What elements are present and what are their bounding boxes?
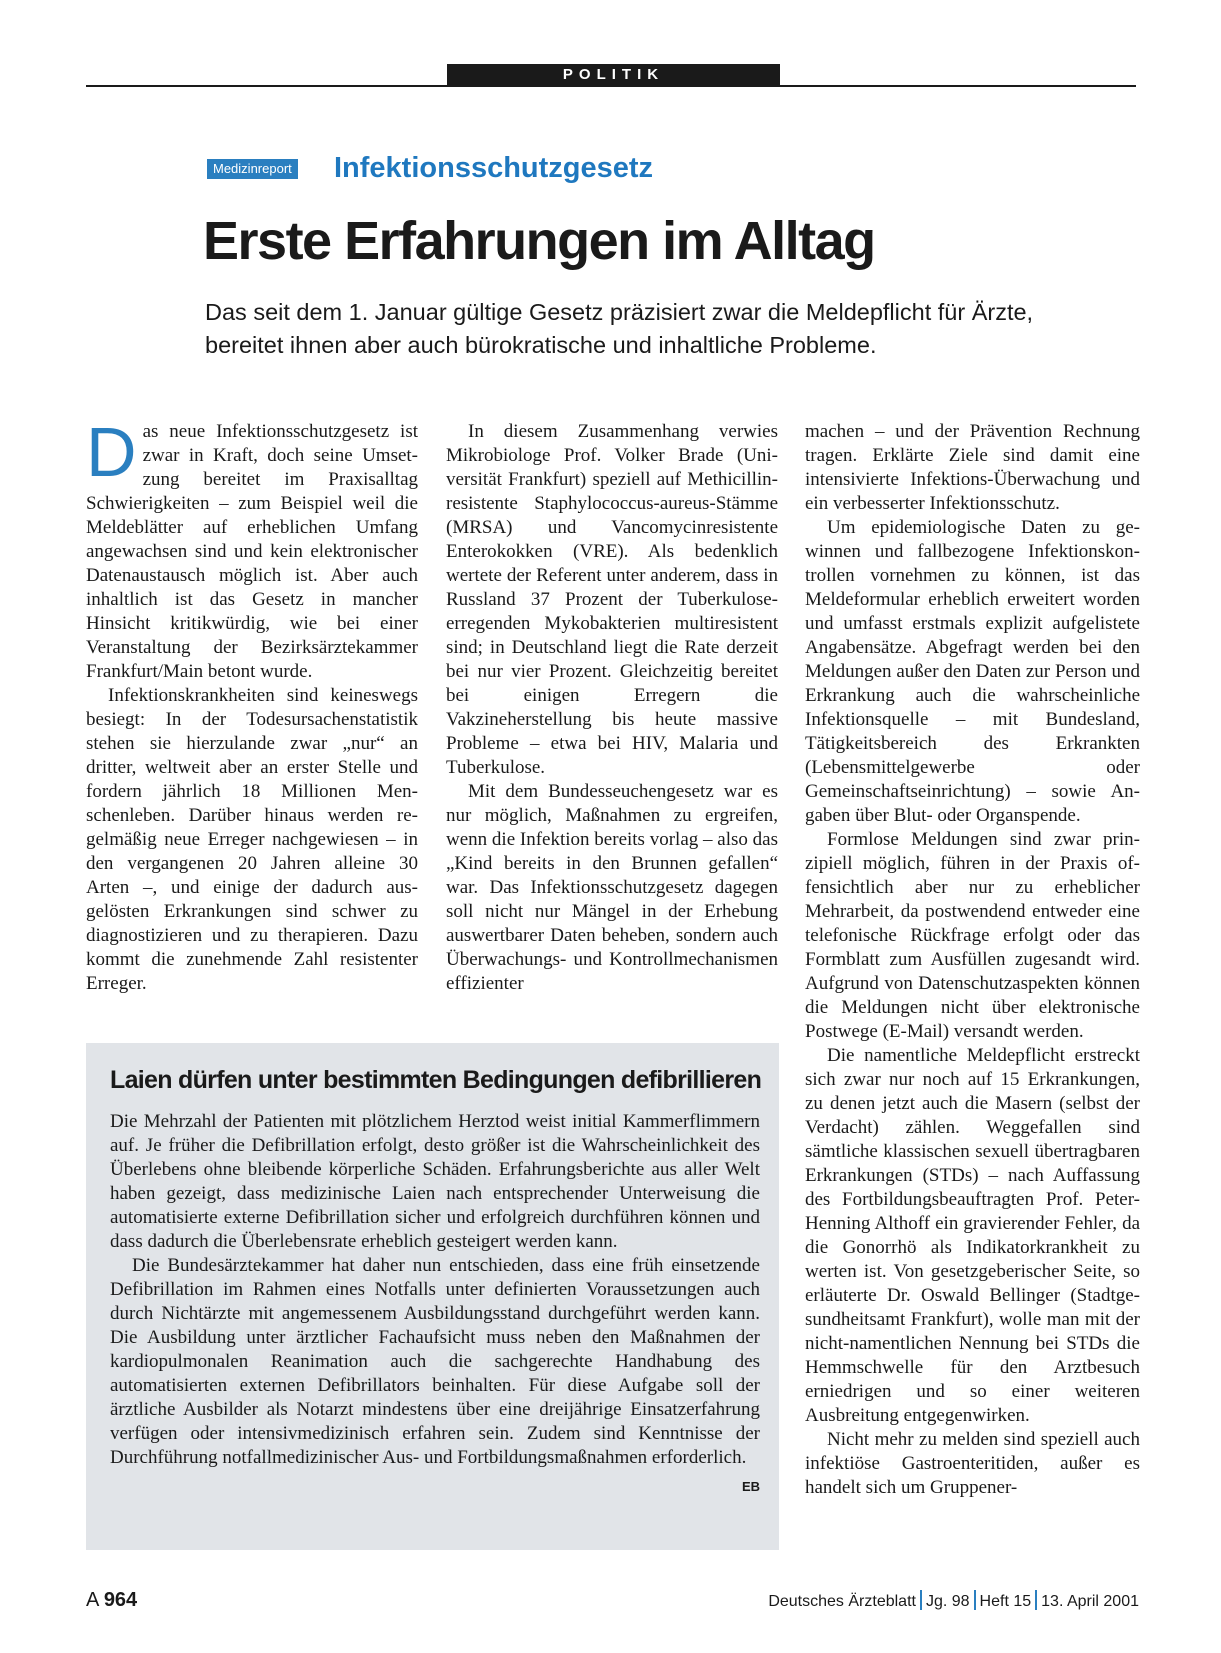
journal-volume: Jg. 98 [925, 1593, 970, 1610]
paragraph: Infektionskrankheiten sind keineswegs besiegt: In der Todesursachenstatistik stehen sie hierzulande zwar „nur“ an dritter, weltweit aber an erster Stelle und fordern jährlich 18 Millionen Menschenleben. Darüber hinaus werden regelmäßig neue Erreger nachgewiesen – in den vergangenen 20 Jahren alleine 30 Arten –, und einige der dadurch ausgelösten Erkrankungen sind schwer zu diagnostizieren und zu therapieren. Dazu kommt die zunehmende Zahl resistenter Erreger. [86, 685, 418, 994]
page-prefix: A [86, 1589, 99, 1611]
paragraph: In diesem Zusammenhang verwies Mikrobiologe Prof. Volker Brade (Universität Frankfurt) speziell auf Methicillin-resistente Staphylococcus-aureus-Stämme (MRSA) und Vancomycinresistente Enterokokken (VRE). Als bedenklich wertete der Referent unter anderem, dass in Russland 37 Prozent der Tuberkulose-erregenden Mykobakterien multiresistent sind; in Deutschland liegt die Rate derzeit bei nur vier Prozent. Gleichzeitig bereitet bei einigen Erregern die Vakzineherstellung bis heute massive Probleme – etwa bei HIV, Malaria und Tuberkulose. [446, 421, 778, 778]
page-number [86, 1587, 137, 1613]
article-title: Erste Erfahrungen im Alltag [203, 211, 875, 271]
journal-footer [768, 1590, 1139, 1613]
drop-cap: D [86, 413, 137, 491]
journal-name: Deutsches Ärzteblatt [768, 1593, 916, 1610]
paragraph-text: Die Bundesärztekammer hat daher nun entschieden, dass eine früh einsetzende Defibrillation im Rahmen eines Notfalls unter definierten Voraussetzungen auch durch Nichtärzte mit angemessenem Ausbildungsstand durchgeführt werden kann. Die Ausbildung unter ärztlicher Fachaufsicht muss neben den Maßnahmen der kardiopulmonalen Reanimation auch die sachgerechte Handhabung des automatisierten externen Defibrillators beinhalten. Für diese Aufgabe soll der ärztliche Ausbilder als Notarzt mindestens über eine dreijährige Einsatzerfahrung verfügen oder intensivmedizinisch erfahren sein. Zudem sind Kenntnisse der Durchführung notfallmedizinischer Aus- und Fortbildungsmaßnahmen erforderlich. [110, 1255, 760, 1468]
info-box [86, 1043, 779, 1550]
paragraph: Mit dem Bundesseuchengesetz war es nur möglich, Maßnahmen zu ergreifen, wenn die Infektion bereits vorlag – also das „Kind bereits in den Brunnen gefallen“ war. Das Infektionsschutzgesetz dagegen soll nicht nur Mängel in der Erhebung auswertbarer Daten beheben, sondern auch Überwachungs- und Kontrollmechanismen effizienter [446, 781, 778, 994]
header-rule [86, 85, 1136, 87]
category-badge: Medizinreport [207, 159, 298, 179]
article-lead: Das seit dem 1. Januar gültige Gesetz präzisiert zwar die Meldepflicht für Ärzte, bereitet ihnen aber auch bürokratische und inhaltliche Probleme. [205, 299, 1034, 358]
text-column-1 [86, 413, 418, 996]
paragraph: Die Mehrzahl der Patienten mit plötzlichem Herztod weist initial Kammerflimmern auf. Je früher die Defibrillation erfolgt, desto größer ist die Wahrscheinlichkeit des Überlebens ohne bleibende körperliche Schäden. Erfahrungsberichte aus aller Welt haben gezeigt, dass medizinische Laien nach entsprechender Unterweisung die automatisierte externe Defibrillation sicher und erfolgreich durchführen können und dass dadurch die Überlebensrate erheblich gesteigert werden kann. [110, 1111, 760, 1252]
footer-divider [920, 1590, 922, 1610]
paragraph [110, 1254, 760, 1494]
article-rubric: Infektionsschutzgesetz [334, 152, 654, 184]
text-column-2 [446, 420, 778, 996]
paragraph [86, 413, 418, 684]
info-box-title: Laien dürfen unter bestimmten Bedingungen defibrillieren [110, 1066, 762, 1094]
section-label: POLITIK [447, 64, 780, 85]
paragraph: Nicht mehr zu melden sind speziell auch infektiöse Gastroenteritiden, außer es handelt sich um Gruppener- [805, 1429, 1140, 1498]
paragraph: Um epidemiologische Daten zu gewinnen und fallbezogene Infektionskontrollen vornehmen zu können, ist das Meldeformular erheblich erweitert worden und umfasst erstmals explizit aufgelistete Angabensätze. Abgefragt werden bei den Meldungen außer den Daten zur Person und Erkrankung auch die wahrscheinliche Infektionsquelle – mit Bundesland, Tätigkeitsbereich des Erkrankten (Lebensmittelgewerbe oder Gemeinschaftseinrichtung) – sowie Angaben über Blut- oder Organspende. [805, 517, 1140, 826]
text-column-3 [805, 420, 1140, 1500]
info-box-body [110, 1110, 760, 1499]
paragraph: machen – und der Prävention Rechnung tragen. Erklärte Ziele sind damit eine intensivierte Infektions-Überwachung und ein verbesserter Infektionsschutz. [805, 421, 1140, 514]
footer-divider [974, 1590, 976, 1610]
paragraph: Formlose Meldungen sind zwar prinzipiell möglich, führen in der Praxis offensichtlich aber nur zu erheblicher Mehrarbeit, da postwendend entweder eine telefonische Rückfrage erfolgt oder das Formblatt zum Ausfüllen zugesandt wird. Aufgrund von Datenschutzaspekten können die Meldungen nicht über elektronische Postwege (E-Mail) versandt werden. [805, 829, 1140, 1042]
footer-divider [1035, 1590, 1037, 1610]
journal-date: 13. April 2001 [1041, 1593, 1139, 1610]
paragraph: Die namentliche Meldepflicht erstreckt sich zwar nur noch auf 15 Erkrankungen, zu denen jetzt auch die Masern (selbst der Verdacht) zählen. Weggefallen sind sämtliche klassischen sexuell übertragbaren Erkrankungen (STDs) – nach Auffassung des Fortbildungsbeauftragten Prof. Peter-Henning Althoff ein gravierender Fehler, da die Gonorrhö als Indikatorkrankheit zu werten ist. Von gesetzgeberischer Seite, so erläuterte Dr. Oswald Bellinger (Stadtgesundheitsamt Frankfurt), wolle man mit der nicht-namentlichen Nennung bei STDs die Hemmschwelle für den Arztbesuch erniedrigen und so einer weiteren Ausbreitung entgegenwirken. [805, 1045, 1140, 1426]
journal-issue: Heft 15 [979, 1593, 1032, 1610]
page-number-value: 964 [103, 1589, 138, 1611]
author-signature: EB [741, 1479, 760, 1494]
paragraph-text: as neue Infektionsschutzgesetz ist zwar in Kraft, doch seine Umsetzung bereitet im Praxisalltag Schwierigkeiten – zum Beispiel weil die Meldeblätter auf erheblichen Umfang angewachsen sind und kein elektronischer Datenaustausch möglich ist. Aber auch inhaltlich ist das Gesetz in mancher Hinsicht kritikwürdig, wie bei einer Veranstaltung der Bezirksärztekammer Frankfurt/Main betont wurde. [86, 421, 418, 682]
